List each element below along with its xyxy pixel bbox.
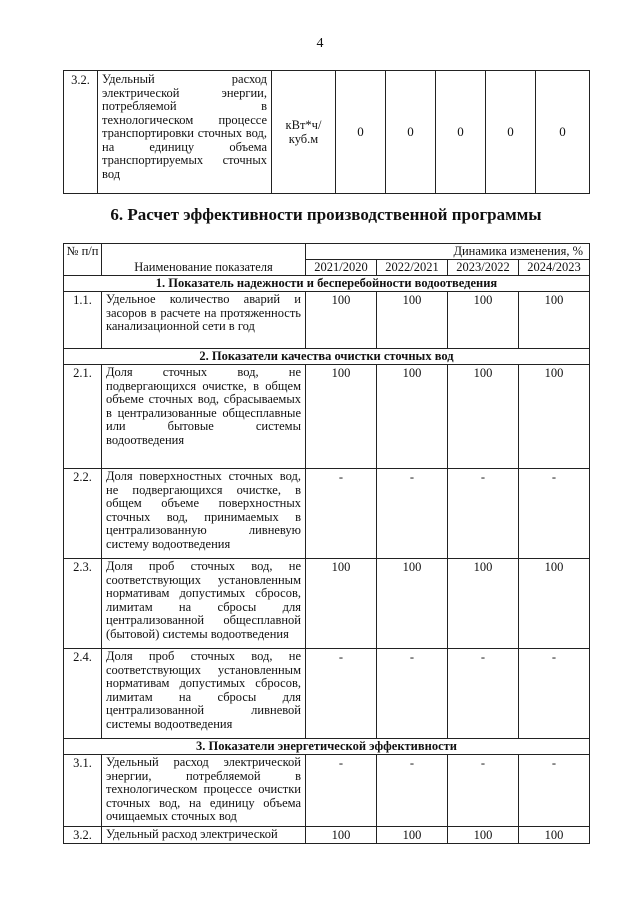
section-heading: 6. Расчет эффективности производственной программы [110, 205, 542, 224]
row-number: 2.4. [64, 649, 102, 739]
value-cell: 0 [486, 71, 536, 194]
value-cell: 100 [519, 559, 590, 649]
value-cell: - [448, 649, 519, 739]
section-title: 2. Показатели качества очистки сточных вод [64, 349, 590, 365]
header-dynamics: Динамика изменения, % [306, 244, 590, 260]
value-cell: - [306, 469, 377, 559]
header-year: 2023/2022 [448, 260, 519, 276]
row-number: 3.1. [64, 755, 102, 827]
value-cell: 100 [306, 365, 377, 469]
value-cell: 100 [377, 827, 448, 844]
value-cell: - [306, 649, 377, 739]
value-cell: 100 [306, 292, 377, 349]
value-cell: 0 [436, 71, 486, 194]
indicator-name: Удельный расход электрической энергии, потребляемой в технологическом процессе транспортировки сточных вод, на единицу объема транспортируемых сточных вод [98, 71, 272, 194]
table-row [64, 469, 590, 559]
table-row [64, 649, 590, 739]
section-row [64, 739, 590, 755]
value-cell: 100 [377, 559, 448, 649]
value-cell: - [377, 469, 448, 559]
row-number: 2.3. [64, 559, 102, 649]
table-row [64, 559, 590, 649]
efficiency-table [63, 243, 590, 844]
value-cell: - [519, 469, 590, 559]
value-cell: - [448, 755, 519, 827]
header-num: № п/п [64, 244, 102, 276]
value-cell: 100 [377, 365, 448, 469]
table-row [64, 755, 590, 827]
continued-indicator-table [63, 70, 590, 194]
value-cell: - [306, 755, 377, 827]
row-number: 3.2. [64, 827, 102, 844]
value-cell: 100 [377, 292, 448, 349]
table-row [64, 292, 590, 349]
section-title: 1. Показатель надежности и бесперебойности водоотведения [64, 276, 590, 292]
header-row [64, 244, 590, 260]
value-cell: - [448, 469, 519, 559]
value-cell: 100 [448, 559, 519, 649]
value-cell: 100 [448, 827, 519, 844]
row-number: 2.1. [64, 365, 102, 469]
indicator-name: Доля поверхностных сточных вод, не подвергающихся очистке, в общем объеме поверхностных сточных вод, принимаемых в централизованную ливневую систему водоотведения [102, 469, 306, 559]
section-title: 3. Показатели энергетической эффективности [64, 739, 590, 755]
indicator-name: Доля проб сточных вод, не соответствующих установленным нормативам допустимых сбросов, лимитам на сбросы для централизованной ливневой системы водоотведения [102, 649, 306, 739]
table-row [64, 71, 590, 194]
value-cell: 100 [306, 827, 377, 844]
value-cell: - [519, 755, 590, 827]
row-number: 3.2. [64, 71, 98, 194]
table-row [64, 365, 590, 469]
row-number: 1.1. [64, 292, 102, 349]
page-number: 4 [316, 36, 324, 51]
value-cell: 0 [536, 71, 590, 194]
table-row [64, 827, 590, 844]
value-cell: 100 [519, 365, 590, 469]
indicator-name: Доля проб сточных вод, не соответствующих установленным нормативам допустимых сбросов, лимитам на сбросы для централизованной общесплавной (бытовой) системы водоотведения [102, 559, 306, 649]
value-cell: 0 [386, 71, 436, 194]
section-row [64, 349, 590, 365]
value-cell: 100 [519, 292, 590, 349]
indicator-name: Удельный расход электрической энергии, потребляемой в технологическом процессе очистки сточных вод, на единицу объема очищаемых сточных вод [102, 755, 306, 827]
value-cell: 0 [336, 71, 386, 194]
indicator-name: Удельное количество аварий и засоров в расчете на протяженность канализационной сети в год [102, 292, 306, 349]
value-cell: 100 [519, 827, 590, 844]
header-year: 2022/2021 [377, 260, 448, 276]
value-cell: - [377, 649, 448, 739]
header-year: 2021/2020 [306, 260, 377, 276]
header-name: Наименование показателя [102, 244, 306, 276]
value-cell: - [519, 649, 590, 739]
section-row [64, 276, 590, 292]
value-cell: 100 [448, 292, 519, 349]
indicator-name: Удельный расход электрической [102, 827, 306, 844]
value-cell: 100 [448, 365, 519, 469]
value-cell: 100 [306, 559, 377, 649]
indicator-name: Доля сточных вод, не подвергающихся очистке, в общем объеме сточных вод, сбрасываемых в централизованные общесплавные или бытовые системы водоотведения [102, 365, 306, 469]
unit-cell: кВт*ч/ куб.м [272, 71, 336, 194]
value-cell: - [377, 755, 448, 827]
row-number: 2.2. [64, 469, 102, 559]
header-year: 2024/2023 [519, 260, 590, 276]
